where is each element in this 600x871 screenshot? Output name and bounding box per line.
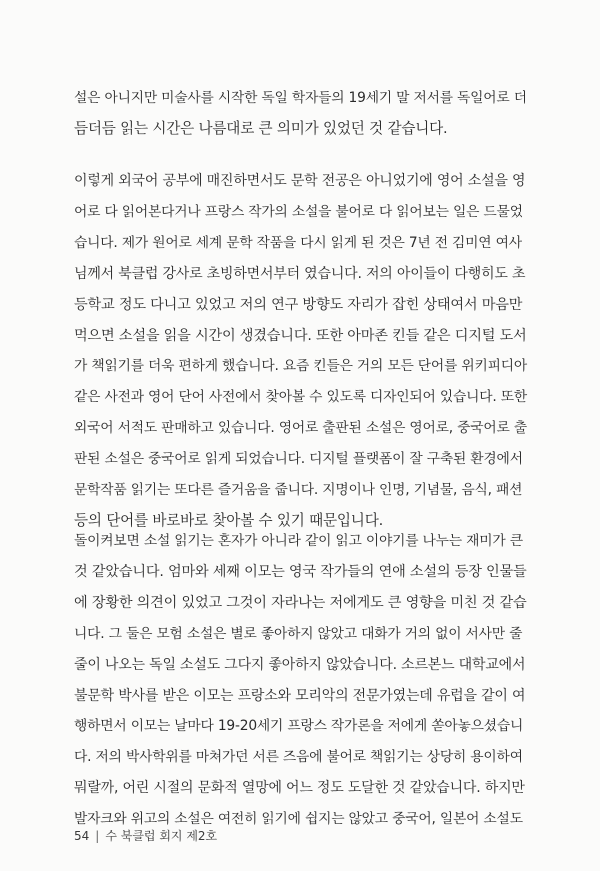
footer-separator: |: [95, 829, 100, 843]
body-text-line: 어로 다 읽어본다거나 프랑스 작가의 소설을 불어로 다 읽어보는 일은 드물었: [74, 204, 523, 220]
body-text-line: 설은 아니지만 미술사를 시작한 독일 학자들의 19세기 말 저서를 독일어로 더: [74, 90, 527, 106]
body-text-line: 에 장황한 의견이 있었고 그것이 자라나는 저에게도 큰 영향을 미친 것 같습: [74, 595, 527, 611]
page-footer: [74, 828, 217, 844]
body-text-line: 듬더듬 읽는 시간은 나름대로 큰 의미가 있었던 것 같습니다.: [74, 120, 448, 137]
body-text-line: 발자크와 위고의 소설은 여전히 읽기에 쉽지는 않았고 중국어, 일본어 소설도: [74, 811, 523, 827]
body-text-line: 등학교 정도 다니고 있었고 저의 연구 방향도 자리가 잡힌 상태여서 마음만: [74, 297, 523, 313]
page-number: 54: [74, 829, 90, 843]
body-text-line: 님께서 북클럽 강사로 초빙하면서부터 였습니다. 저의 아이들이 다행히도 초: [74, 266, 526, 282]
body-text-line: 돌이켜보면 소설 읽기는 혼자가 아니라 같이 읽고 이야기를 나누는 재미가 큰: [74, 533, 523, 549]
body-text-line: 같은 사전과 영어 단어 사전에서 찾아볼 수 있도록 디자인되어 있습니다. 또한: [74, 389, 528, 405]
publication-title: 수 북클럽 회지 제2호: [105, 829, 218, 843]
body-text-line: 가 책읽기를 더욱 편하게 했습니다. 요즘 킨들은 거의 모든 단어를 위키피디아: [74, 358, 528, 374]
body-text-line: 불문학 박사를 받은 이모는 프랑소와 모리악의 전문가였는데 유럽을 같이 여: [74, 688, 526, 704]
body-text-line: 습니다. 제가 원어로 세계 문학 작품을 다시 읽게 된 것은 7년 전 김미연 여사: [74, 235, 522, 251]
body-text-line: 외국어 서적도 판매하고 있습니다. 영어로 출판된 소설은 영어로, 중국어로 출: [74, 420, 528, 436]
body-text-line: 문학작품 읽기는 또다른 즐거움을 줍니다. 지명이나 인명, 기념물, 음식, 패션: [74, 482, 523, 498]
body-text-line: 등의 단어를 바로바로 찾아볼 수 있기 때문입니다.: [74, 512, 384, 529]
body-text-line: 행하면서 이모는 날마다 19-20세기 프랑스 작가론을 저에게 쏟아놓으셨습니: [74, 718, 524, 734]
body-text-line: 니다. 그 둘은 모험 소설은 별로 좋아하지 않았고 대화가 거의 없이 서사만 줄: [74, 626, 523, 642]
body-text-line: 줄이 나오는 독일 소설도 그다지 좋아하지 않았습니다. 소르본느 대학교에서: [74, 657, 526, 673]
body-text-line: 이렇게 외국어 공부에 매진하면서도 문학 전공은 아니었기에 영어 소설을 영: [74, 173, 526, 189]
body-text-line: 것 같았습니다. 엄마와 세째 이모는 영국 작가들의 연애 소설의 등장 인물들: [74, 564, 527, 580]
body-text-line: 다. 저의 박사학위를 마쳐가던 서른 즈음에 불어로 책읽기는 상당히 용이하여: [74, 749, 523, 765]
body-text-line: 판된 소설은 중국어로 읽게 되었습니다. 디지털 플랫폼이 잘 구축된 환경에서: [74, 451, 523, 467]
body-text-line: 먹으면 소설을 읽을 시간이 생겼습니다. 또한 아마존 킨들 같은 디지털 도서: [74, 328, 527, 344]
body-text-line: 뭐랄까, 어린 시절의 문화적 열망에 어느 정도 도달한 것 같았습니다. 하지만: [74, 780, 525, 796]
